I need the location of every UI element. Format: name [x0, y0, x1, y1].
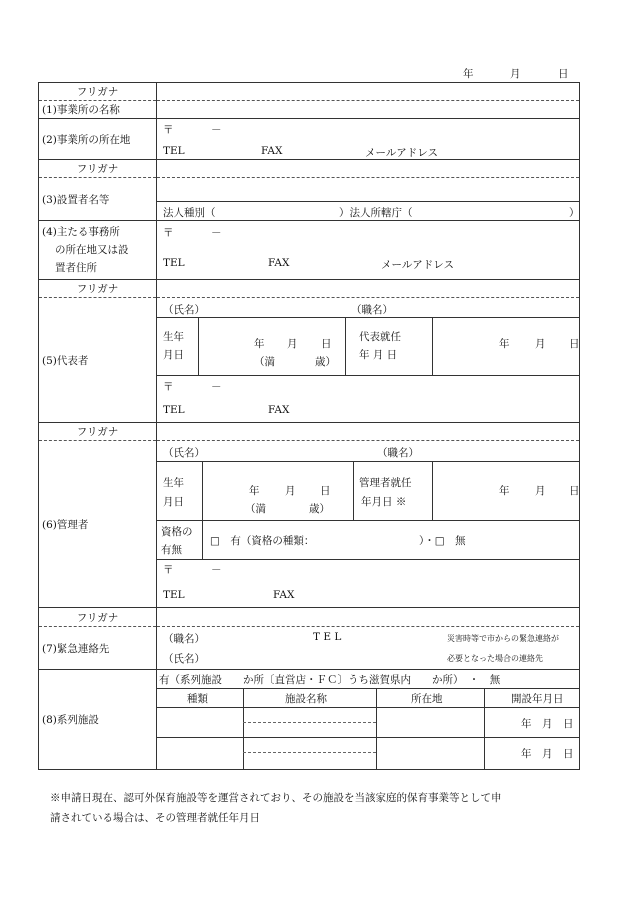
furigana-field[interactable]: [157, 160, 580, 178]
postal-mark: 〒: [163, 564, 174, 576]
mgr-name-label: （氏名）: [163, 447, 205, 459]
mgr-title-label: （職名）: [377, 447, 419, 459]
manager-label: (6)管理者: [39, 441, 157, 608]
age-label: （満: [245, 503, 266, 515]
age-label: （満: [254, 356, 275, 368]
postal-dash: －: [211, 124, 222, 136]
office-address-label: (2)事業所の所在地: [39, 119, 157, 160]
qualification-no-checkbox[interactable]: ）・□ 無: [419, 535, 466, 547]
postal-mark: 〒: [163, 381, 174, 393]
fax-label: FAX: [268, 257, 290, 269]
rep-name-label: （氏名）: [163, 304, 205, 316]
office-name-field[interactable]: [157, 101, 580, 119]
affiliated-facilities-label: (8)系列施設: [39, 670, 157, 770]
emergency-contact-field[interactable]: （職名） T E L 災害時等で市からの緊急連絡が （氏名） 必要となった場合の連絡先: [157, 627, 580, 670]
col-facility-name-header: 施設名称: [285, 693, 327, 705]
affiliated-facilities-field[interactable]: [157, 670, 580, 770]
ec-title-label: （職名）: [163, 633, 205, 645]
main-office-address-field[interactable]: [157, 221, 580, 280]
emergency-contact-label: (7)緊急連絡先: [39, 627, 157, 670]
date-month: 月: [510, 68, 521, 80]
office-name-label: (1)事業所の名称: [39, 101, 157, 119]
manager-field[interactable]: （氏名） （職名） 生年 月日 年 月 日 （満 歳） 管理者就任 年月日 ※ 年 月 日 資格の 有無 □ 有（資格の種類： ）・□ 無 〒 － TEL FAX: [157, 441, 580, 608]
ec-name-label: （氏名）: [163, 653, 205, 665]
representative-field[interactable]: （氏名） （職名） 生年 月日 年 月 日 （満 歳） 代表就任 年 月 日 年 月 日 〒 － TEL FAX: [157, 298, 580, 423]
email-label: メールアドレス: [365, 147, 438, 159]
qualification-label: 資格の: [161, 526, 193, 538]
opening-date-cell: 年 月 日: [521, 748, 574, 760]
furigana-field[interactable]: [157, 83, 580, 101]
email-label: メールアドレス: [381, 259, 454, 271]
col-type-header: 種類: [187, 693, 208, 705]
postal-dash: －: [211, 381, 222, 393]
founder-name-field[interactable]: [157, 178, 580, 221]
postal-mark: 〒: [163, 124, 174, 136]
furigana-label: フリガナ: [39, 83, 157, 101]
furigana-field[interactable]: [157, 280, 580, 298]
submission-date: [463, 66, 578, 80]
office-address-field[interactable]: [157, 119, 580, 160]
corp-close-paren: ）: [569, 207, 580, 219]
date-year: 年: [463, 68, 474, 80]
tel-label: TEL: [163, 589, 185, 601]
tel-label: TEL: [163, 404, 185, 416]
birth-label: 生年: [163, 331, 184, 343]
furigana-label: フリガナ: [39, 160, 157, 178]
date-day: 日: [558, 68, 569, 80]
tel-label: TEL: [163, 145, 185, 157]
furigana-label: フリガナ: [39, 280, 157, 298]
ec-tel-label: T E L: [313, 631, 342, 643]
affiliated-yes-no: 有（系列施設 か所〔直営店・ＦＣ〕うち滋賀県内 か所） ・ 無: [159, 674, 501, 686]
founder-name-label: (3)設置者名等: [39, 178, 157, 221]
appointment-label: 代表就任: [359, 331, 401, 343]
application-form: [38, 82, 580, 770]
fax-label: FAX: [268, 404, 290, 416]
furigana-field[interactable]: [157, 423, 580, 441]
postal-dash: －: [211, 564, 222, 576]
main-office-label: (4)主たる事務所 の所在地又は設 置者住所: [39, 221, 157, 280]
representative-label: (5)代表者: [39, 298, 157, 423]
fax-label: FAX: [261, 145, 283, 157]
ec-note: 災害時等で市からの緊急連絡が: [447, 634, 559, 643]
appointment-label: 管理者就任: [359, 477, 412, 489]
furigana-field[interactable]: [157, 608, 580, 627]
col-location-header: 所在地: [411, 693, 443, 705]
corp-type-label: 法人種別（: [163, 207, 216, 219]
opening-date-cell: 年 月 日: [521, 718, 574, 730]
furigana-label: フリガナ: [39, 608, 157, 627]
postal-mark: 〒: [163, 227, 174, 239]
postal-dash: －: [211, 227, 222, 239]
col-opening-date-header: 開設年月日: [511, 693, 564, 705]
rep-title-label: （職名）: [351, 304, 393, 316]
tel-label: TEL: [163, 257, 185, 269]
corp-authority-label: ）法人所轄庁（: [339, 207, 413, 219]
fax-label: FAX: [273, 589, 295, 601]
furigana-label: フリガナ: [39, 423, 157, 441]
footnote: ※申請日現在、認可外保育施設等を運営されており、その施設を当該家庭的保育事業等として申 請されている場合は、その管理者就任年月日: [50, 792, 502, 824]
birth-label: 生年: [163, 477, 184, 489]
qualification-yes-checkbox[interactable]: □ 有（資格の種類：: [210, 535, 315, 547]
